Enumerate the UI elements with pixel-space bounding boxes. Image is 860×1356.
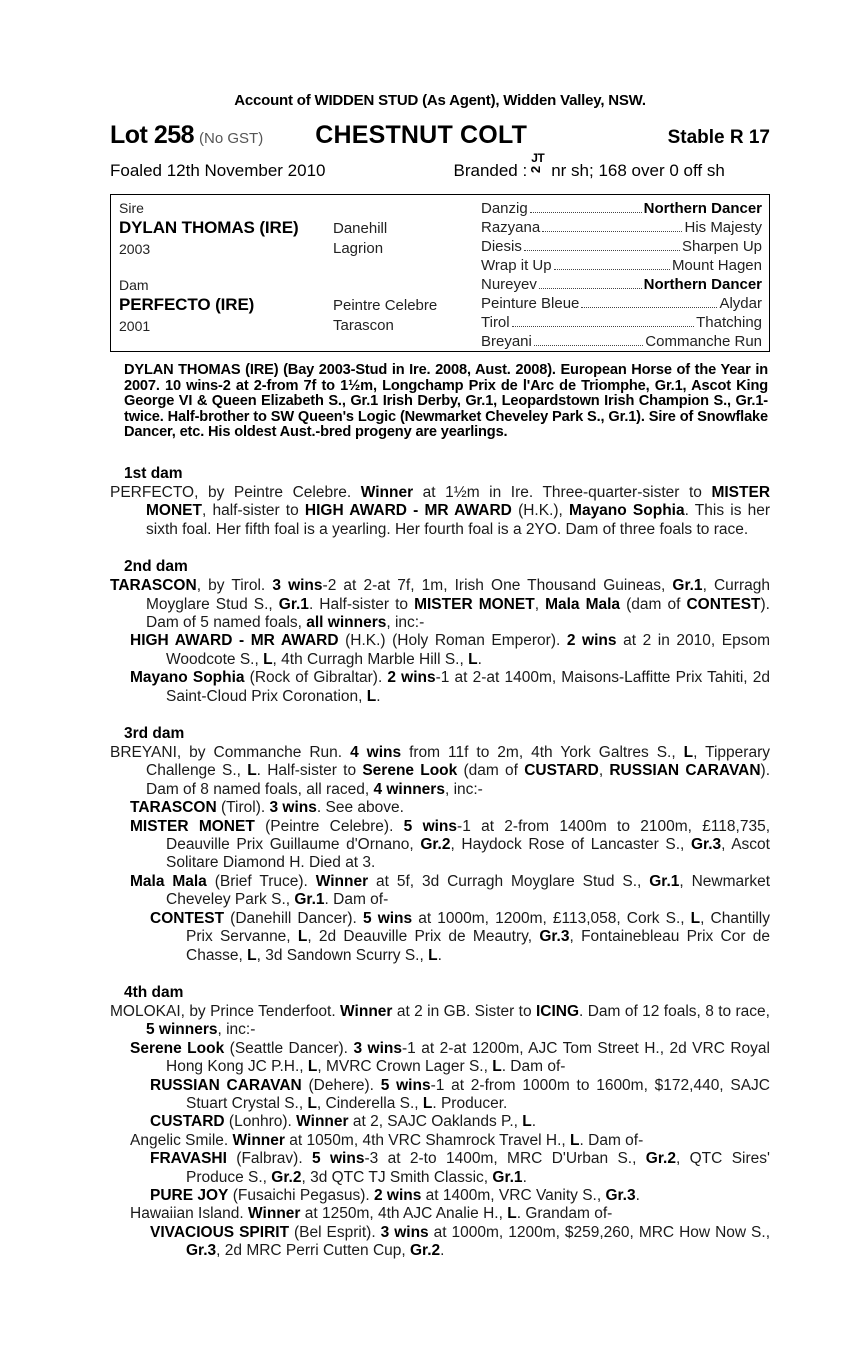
dam-heading: 3rd dam xyxy=(124,725,185,743)
ancestor-dam: Sharpen Up xyxy=(681,238,762,255)
pedigree-entry: Hawaiian Island. Winner at 1250m, 4th AJC Analie H., L. Grandam of- xyxy=(130,1205,613,1223)
ancestor-sire: Danzig xyxy=(481,200,528,217)
ancestor-sire: Breyani xyxy=(481,333,532,350)
pedigree-entry: CUSTARD (Lonhro). Winner at 2, SAJC Oaklands P., L. xyxy=(150,1113,537,1131)
pedigree-entry: BREYANI, by Commanche Run. 4 wins from 11f to 2m, 4th York Galtres S., L, Tipperary Challenge S., L. Half-sister to Serene Look (dam of CUSTARD, RUSSIAN CARAVAN). Dam of 8 named foals, all raced, 4 winners, inc:- xyxy=(110,744,770,798)
pedigree-spacer xyxy=(333,259,481,296)
dam-year: 2001 xyxy=(119,318,151,334)
pedigree-spacer xyxy=(119,259,333,276)
sire-label: Sire xyxy=(119,200,144,216)
pedigree-table xyxy=(110,194,770,352)
lot-header-row xyxy=(110,121,770,150)
dam-dam-name: Tarascon xyxy=(333,317,394,334)
foaling-date: Foaled 12th November 2010 xyxy=(110,161,326,180)
leader-dots xyxy=(542,231,682,232)
pedigree-spacer xyxy=(333,199,481,219)
pedigree-entry: Angelic Smile. Winner at 1050m, 4th VRC Shamrock Travel H., L. Dam of- xyxy=(130,1131,644,1149)
ancestor-sire: Nureyev xyxy=(481,276,537,293)
dam-name: PERFECTO (IRE) xyxy=(119,295,255,314)
pedigree-entry: PURE JOY (Fusaichi Pegasus). 2 wins at 1400m, VRC Vanity S., Gr.3. xyxy=(150,1186,640,1204)
leader-dots xyxy=(554,269,670,270)
sire-description: DYLAN THOMAS (IRE) (Bay 2003-Stud in Ire. 2008, Aust. 2008). European Horse of the Year in 2007. 10 wins-2 at 2-from 7f to 1½m, Longchamp Prix de l'Arc de Triomphe, Gr.1, Ascot King George VI & Queen Elizabeth S., Gr.1 Irish Derby, Gr.1, Leopardstown Irish Champion S., Gr.1-twice. Half-brother to SW Queen's Logic (Newmarket Cheveley Park S., Gr.1). Sire of Snowflake Dancer, etc. His oldest Aust.-bred progeny are yearlings. xyxy=(124,362,768,441)
pedigree-entry: RUSSIAN CARAVAN (Dehere). 5 wins-1 at 2-from 1000m to 1600m, $172,440, SAJC Stuart Crystal S., L, Cinderella S., L. Producer. xyxy=(150,1076,771,1112)
lot-identifier xyxy=(110,121,263,150)
ancestor-dam: Commanche Run xyxy=(645,333,762,350)
pedigree-ancestor-row xyxy=(481,294,762,313)
pedigree-entry: Mala Mala (Brief Truce). Winner at 5f, 3d Curragh Moyglare Stud S., Gr.1, Newmarket Cheveley Park S., Gr.1. Dam of- xyxy=(130,872,770,909)
pedigree-entry: FRAVASHI (Falbrav). 5 wins-3 at 2-to 1400m, MRC D'Urban S., Gr.2, QTC Sires' Produce S., Gr.2, 3d QTC TJ Smith Classic, Gr.1. xyxy=(150,1150,770,1186)
pedigree-ancestor-row xyxy=(481,275,762,294)
dam-heading: 4th dam xyxy=(124,983,184,1001)
pedigree-parents-column xyxy=(111,199,333,351)
pedigree-ancestor-row xyxy=(481,237,762,256)
catalogue-page xyxy=(110,0,770,1261)
foaled-and-brand-row xyxy=(110,151,770,181)
dam-heading: 1st dam xyxy=(124,464,183,482)
pedigree-entry: TARASCON (Tirol). 3 wins. See above. xyxy=(130,799,404,817)
pedigree-entry: VIVACIOUS SPIRIT (Bel Esprit). 3 wins at 1000m, 1200m, $259,260, MRC How Now S., Gr.3, 2d MRC Perri Cutten Cup, Gr.2. xyxy=(150,1223,770,1260)
sire-year: 2003 xyxy=(119,241,151,257)
ancestor-sire: Razyana xyxy=(481,219,541,236)
pedigree-entry: CONTEST (Danehill Dancer). 5 wins at 1000m, 1200m, £113,058, Cork S., L, Chantilly Prix Servanne, L, 2d Deauville Prix de Meautry, Gr.3, Fontainebleau Prix Cor de Chasse, L, 3d Sandown Scurry S., L. xyxy=(150,909,771,964)
ancestor-dam: Mount Hagen xyxy=(671,257,762,274)
sire-dam-name: Lagrion xyxy=(333,240,384,257)
leader-dots xyxy=(530,212,642,213)
pedigree-great-grandparents-column xyxy=(481,199,769,351)
brand-symbol-bottom: 2 xyxy=(528,165,544,174)
pedigree-entry: MISTER MONET (Peintre Celebre). 5 wins-1 at 2-from 1400m to 2100m, £118,735, Deauville Prix Guillaume d'Ornano, Gr.2, Haydock Rose of Lancaster S., Gr.3, Ascot Solitare Diamond H. Died at 3. xyxy=(130,817,770,872)
dam-label: Dam xyxy=(119,277,149,293)
colour-and-sex: CHESTNUT COLT xyxy=(315,121,528,149)
brand-position-text: nr sh; 168 over 0 off sh xyxy=(551,161,725,180)
pedigree-ancestor-row xyxy=(481,256,762,275)
stable-number: Stable R 17 xyxy=(667,127,770,148)
branded-label: Branded : xyxy=(453,161,528,180)
ancestor-dam: His Majesty xyxy=(684,219,762,236)
leader-dots xyxy=(534,345,643,346)
lot-number: Lot 258 xyxy=(110,121,195,149)
dam-heading: 2nd dam xyxy=(124,558,188,576)
dam-sire-name: Peintre Celebre xyxy=(333,297,438,314)
brand-symbol-icon xyxy=(528,151,548,176)
sire-sire-name: Danehill xyxy=(333,220,388,237)
ancestor-dam: Northern Dancer xyxy=(643,276,762,293)
gst-note: (No GST) xyxy=(199,130,264,147)
account-line: Account of WIDDEN STUD (As Agent), Widden Valley, NSW. xyxy=(234,92,646,109)
ancestor-dam: Thatching xyxy=(696,314,762,331)
pedigree-entry: Mayano Sophia (Rock of Gibraltar). 2 wins-1 at 2-at 1400m, Maisons-Laffitte Prix Tahiti, 2d Saint-Cloud Prix Coronation, L. xyxy=(130,669,770,705)
ancestor-dam: Northern Dancer xyxy=(643,200,762,217)
sire-name: DYLAN THOMAS (IRE) xyxy=(119,218,299,237)
pedigree-entry: HIGH AWARD - MR AWARD (H.K.) (Holy Roman Emperor). 2 wins at 2 in 2010, Epsom Woodcote S., L, 4th Curragh Marble Hill S., L. xyxy=(130,632,770,668)
ancestor-sire: Tirol xyxy=(481,314,510,331)
ancestor-sire: Wrap it Up xyxy=(481,257,552,274)
pedigree-grandparents-column xyxy=(333,199,481,351)
ancestor-sire: Peinture Bleue xyxy=(481,295,580,312)
pedigree-entry: TARASCON, by Tirol. 3 wins-2 at 2-at 7f, 1m, Irish One Thousand Guineas, Gr.1, Curragh Moyglare Stud S., Gr.1. Half-sister to MISTER MONET, Mala Mala (dam of CONTEST). Dam of 5 named foals, all winners, inc:- xyxy=(110,577,770,631)
pedigree-entry: MOLOKAI, by Prince Tenderfoot. Winner at 2 in GB. Sister to ICING. Dam of 12 foals, 8 to race, 5 winners, inc:- xyxy=(110,1002,770,1039)
pedigree-ancestor-row xyxy=(481,218,762,237)
pedigree-ancestor-row xyxy=(481,313,762,332)
leader-dots xyxy=(581,307,717,308)
dam-sections xyxy=(110,465,770,1261)
pedigree-entry: Serene Look (Seattle Dancer). 3 wins-1 at 2-at 1200m, AJC Tom Street H., 2d VRC Royal Hong Kong JC P.H., L, MVRC Crown Lager S., L. Dam of- xyxy=(130,1039,770,1076)
leader-dots xyxy=(539,288,642,289)
brand-details xyxy=(453,151,725,181)
ancestor-dam: Alydar xyxy=(719,295,762,312)
pedigree-ancestor-row xyxy=(481,199,762,218)
ancestor-sire: Diesis xyxy=(481,238,522,255)
pedigree-entry: PERFECTO, by Peintre Celebre. Winner at 1½m in Ire. Three-quarter-sister to MISTER MONET, half-sister to HIGH AWARD - MR AWARD (H.K.), Mayano Sophia. This is her sixth foal. Her fifth foal is a yearling. Her fourth foal is a 2YO. Dam of three foals to race. xyxy=(110,483,771,538)
leader-dots xyxy=(524,250,680,251)
leader-dots xyxy=(512,326,695,327)
brand-symbol-top: JT xyxy=(531,151,545,165)
pedigree-ancestor-row xyxy=(481,332,762,351)
